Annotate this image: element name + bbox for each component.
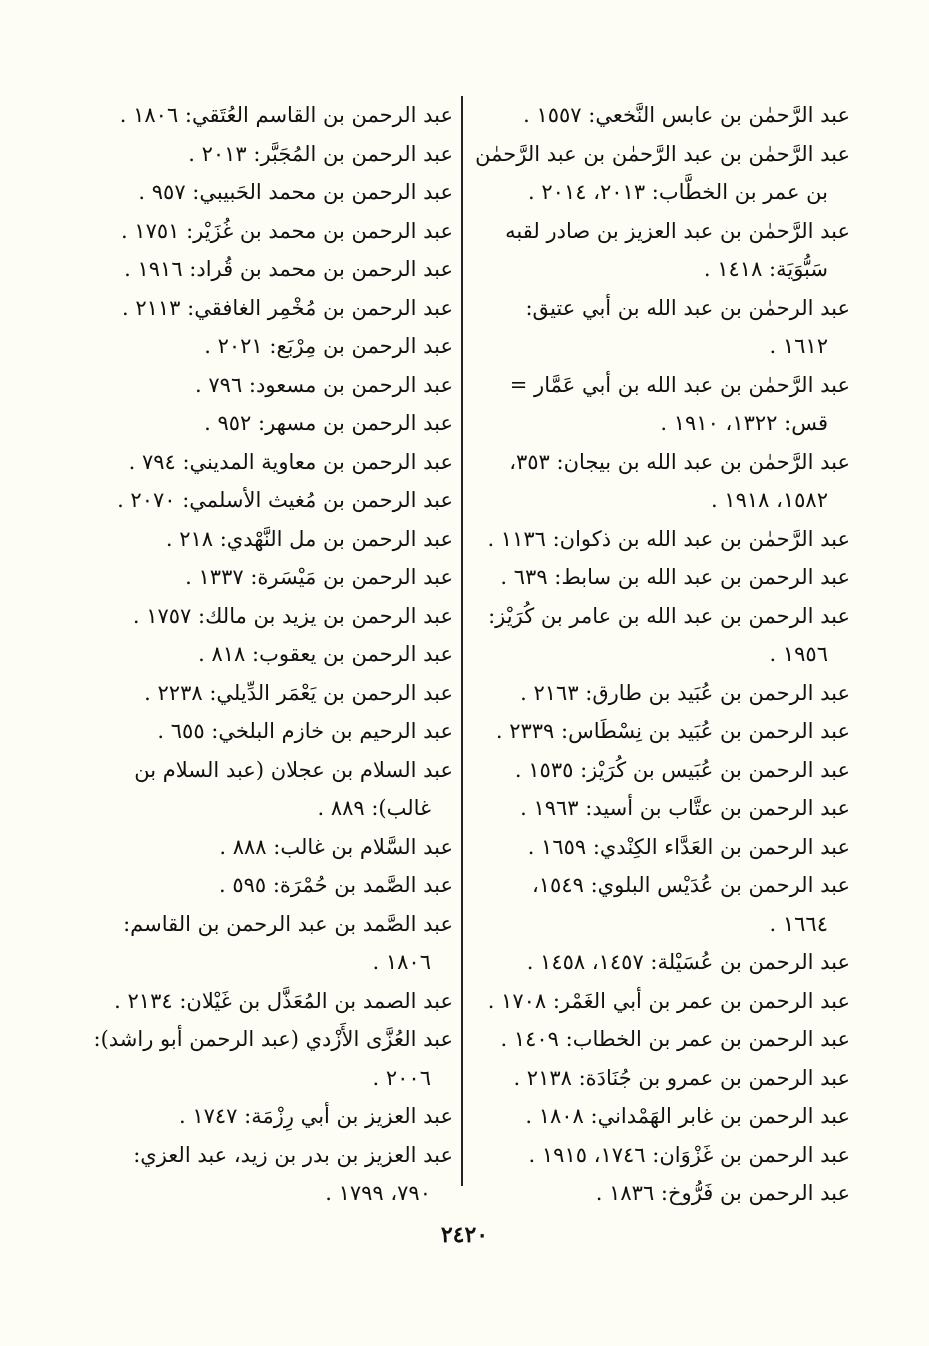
- index-entry-line: عبد الرحمن بن محمد الحَبيبي: ٩٥٧ .: [138, 180, 453, 204]
- index-entry-line: بن عمر بن الخطَّاب: ٢٠١٣، ٢٠١٤ .: [528, 180, 828, 204]
- index-entry-line: عبد الرحيم بن خازم البلخي: ٦٥٥ .: [157, 719, 453, 743]
- index-entry-line: عبد الرحمن بن مِرْبَع: ٢٠٢١ .: [204, 334, 453, 358]
- index-entry-line: عبد الرَّحمٰن بن عابس النَّخعي: ١٥٥٧ .: [523, 103, 850, 127]
- index-entry-line: عبد الرحمن بن عُدَيْس البلوي: ١٥٤٩،: [532, 873, 850, 897]
- index-entry-line: عبد الرحمن بن مسعود: ٧٩٦ .: [195, 372, 453, 397]
- index-entry-line: عبد الرَّحمٰن بن عبد الرَّحمٰن بن عبد الرَّحمٰن: [475, 141, 850, 166]
- index-entry-line: سَبُّوَيَة: ١٤١٨ .: [703, 257, 828, 281]
- column-divider: [461, 96, 463, 1186]
- index-entry-line: عبد العُزَّى الأَزْدي (عبد الرحمن أبو راشد):: [93, 1027, 453, 1051]
- index-entry-line: عبد السَّلام بن غالب: ٨٨٨ .: [219, 834, 453, 859]
- page-number: ٢٤٢٠: [440, 1222, 489, 1248]
- index-entry-line: عبد الرحمن بن عمرو بن جُنَادَة: ٢١٣٨ .: [513, 1065, 850, 1090]
- index-entry-line: عبد الرحمن بن غَزْوَان: ١٧٤٦، ١٩١٥ .: [528, 1142, 850, 1167]
- index-entry-line: عبد الرحمن بن مُغيث الأسلمي: ٢٠٧٠ .: [117, 488, 453, 512]
- index-entry-line: عبد الصَّمد بن حُمْرَة: ٥٩٥ .: [218, 873, 453, 897]
- index-entry-line: عبد الصَّمد بن عبد الرحمن بن القاسم:: [123, 911, 453, 936]
- index-column-right: [470, 96, 850, 1213]
- index-entry-line: عبد الرحمن بن يعقوب: ٨١٨ .: [198, 642, 453, 666]
- index-entry-line: عبد الرحمن بن القاسم العُتَقي: ١٨٠٦ .: [119, 103, 453, 127]
- index-entry-line: ٧٩٠، ١٧٩٩ .: [325, 1181, 431, 1205]
- index-entry-line: عبد الرحمن بن عبد الله بن عامر بن كُرَيْز:: [488, 603, 850, 628]
- index-entry-line: عبد الرحمن بن مل النَّهْدي: ٢١٨ .: [165, 526, 453, 551]
- index-entry-line: عبد العزيز بن أبي رِزْمَة: ١٧٤٧ .: [178, 1104, 453, 1128]
- index-column-left: [78, 96, 453, 1213]
- index-entry-line: ١٦٦٤ .: [769, 911, 828, 936]
- index-entry-line: عبد الرحمن بن فَرُّوخ: ١٨٣٦ .: [595, 1181, 850, 1205]
- index-entry-line: عبد الرحمن بن عتَّاب بن أسيد: ١٩٦٣ .: [520, 796, 850, 820]
- index-entry-line: عبد الرحمن بن يزيد بن مالك: ١٧٥٧ .: [132, 603, 453, 628]
- index-entry-line: عبد الرحمن بن عُبَيس بن كُرَيْز: ١٥٣٥ .: [514, 757, 850, 782]
- index-entry-line: عبد الرَّحمٰن بن عبد العزيز بن صادر لقبه: [505, 218, 850, 243]
- index-entry-line: عبد الرحمن بن عُبَيد بن طارق: ٢١٦٣ .: [520, 680, 850, 705]
- index-entry-line: ١٦١٢ .: [769, 334, 828, 358]
- index-entry-line: عبد الرحمن بن محمد بن غُزَيْر: ١٧٥١ .: [120, 218, 453, 243]
- index-entry-line: ١٨٠٦ .: [372, 950, 431, 974]
- index-entry-line: ١٩٥٦ .: [769, 642, 828, 666]
- index-entry-line: عبد الرَّحمٰن بن عبد الله بن ذكوان: ١١٣٦ .: [487, 526, 850, 551]
- index-entry-line: عبد الرحمن بن مسهر: ٩٥٢ .: [204, 411, 453, 435]
- index-entry-line: عبد الرَّحمٰن بن عبد الله بن بيجان: ٣٥٣،: [509, 449, 850, 474]
- index-entry-line: عبد الرحمن بن مُخْمِر الغافقي: ٢١١٣ .: [121, 295, 453, 320]
- index-entry-line: عبد الرحمن بن عُبَيد بن نِسْطَاس: ٢٣٣٩ .: [495, 719, 850, 743]
- index-entry-line: عبد الصمد بن المُعَذَّل بن غَيْلان: ٢١٣٤ .: [114, 988, 453, 1013]
- index-entry-line: عبد الرحمٰن بن عبد الله بن أبي عتيق:: [525, 295, 850, 320]
- index-entry-line: عبد السلام بن عجلان (عبد السلام بن: [134, 757, 453, 782]
- index-entry-line: ١٥٨٢، ١٩١٨ .: [710, 488, 828, 512]
- index-entry-line: عبد الرَّحمٰن بن عبد الله بن أبي عَمَّار =: [509, 372, 850, 397]
- index-entry-line: عبد الرحمن بن العَدَّاء الكِنْدي: ١٦٥٩ .: [527, 834, 850, 859]
- index-entry-line: عبد الرحمن بن يَعْمَر الدِّيلي: ٢٢٣٨ .: [144, 680, 453, 705]
- index-entry-line: ٢٠٠٦ .: [372, 1065, 431, 1090]
- index-entry-line: غالب): ٨٨٩ .: [317, 796, 431, 820]
- index-entry-line: عبد الرحمن بن محمد بن قُراد: ١٩١٦ .: [124, 257, 453, 281]
- index-entry-line: عبد الرحمن بن مَيْسَرة: ١٣٣٧ .: [185, 565, 453, 589]
- index-entry-line: عبد الرحمن بن عبد الله بن سابط: ٦٣٩ .: [500, 565, 850, 589]
- index-entry-line: عبد الرحمن بن عُسَيْلة: ١٤٥٧، ١٤٥٨ .: [526, 950, 850, 974]
- index-entry-line: عبد الرحمن بن المُجَبَّر: ٢٠١٣ .: [188, 141, 453, 166]
- index-entry-line: عبد الرحمن بن معاوية المديني: ٧٩٤ .: [128, 449, 453, 474]
- index-entry-line: عبد العزيز بن بدر بن زيد، عبد العزي:: [133, 1142, 453, 1167]
- index-entry-line: عبد الرحمن بن عمر بن الخطاب: ١٤٠٩ .: [500, 1027, 850, 1051]
- index-entry-line: عبد الرحمن بن عمر بن أبي الغَمْر: ١٧٠٨ .: [487, 988, 850, 1013]
- index-entry-line: عبد الرحمن بن غابر الهَمْداني: ١٨٠٨ .: [525, 1104, 850, 1128]
- index-entry-line: قس: ١٣٢٢، ١٩١٠ .: [660, 411, 828, 435]
